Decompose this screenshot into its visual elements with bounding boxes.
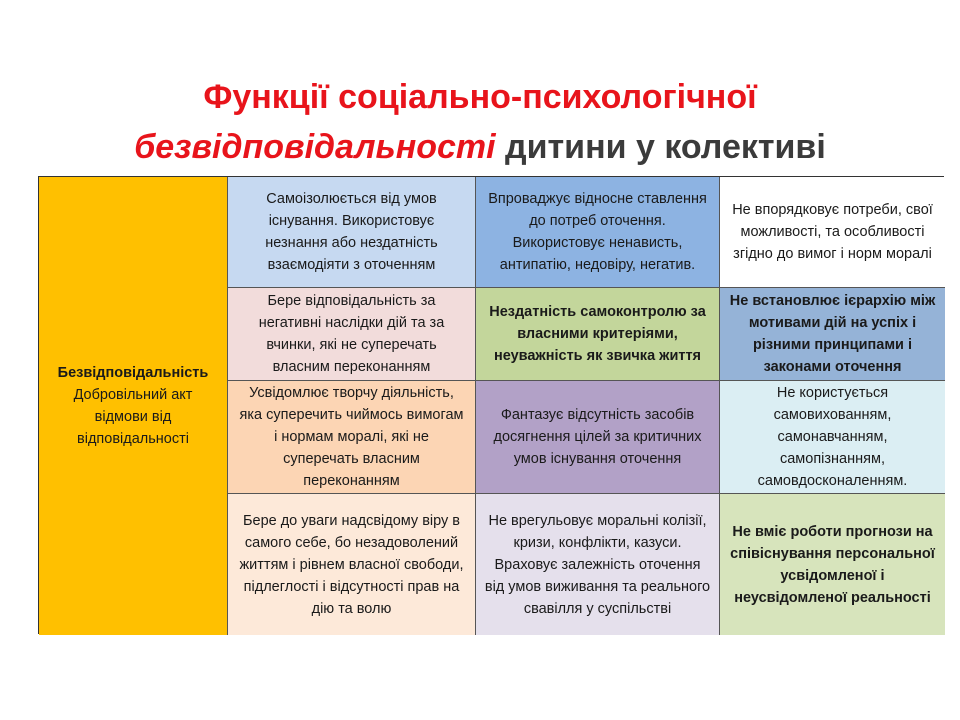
table-cell-r2-c1: Бере відповідальність за негативні наслідки дій та за вчинки, які не суперечать власним переконанням <box>228 288 476 381</box>
title-line-2 <box>0 122 960 172</box>
left-description: Добровільний акт відмови від відповідальності <box>73 387 193 447</box>
table-cell-r1-c1: Самоізолюється від умов існування. Використовує незнання або нездатність взаємодіяти з оточенням <box>228 177 476 288</box>
table-cell-r1-c3: Не впорядковує потреби, свої можливості, та особливості згідно до вимог і норм моралі <box>720 177 945 288</box>
page-title <box>0 72 960 172</box>
functions-table <box>38 176 944 634</box>
title-italic-word: безвідповідальності <box>134 128 496 166</box>
title-rest: дитини у колективі <box>495 128 826 166</box>
table-cell-r2-c3: Не встановлює ієрархію між мотивами дій на успіх і різними принципами і законами оточення <box>720 288 945 381</box>
title-line-1: Функції соціально-психологічної <box>203 78 757 116</box>
table-cell-r3-c2: Фантазує відсутність засобів досягнення цілей за критичних умов існування оточення <box>476 381 720 494</box>
table-cell-r4-c2: Не врегульовує моральні колізії, кризи, конфлікти, казуси. Враховує залежність оточення від умов виживання та реального свавілля у суспільстві <box>476 494 720 635</box>
left-heading: Безвідповідальність <box>57 365 209 381</box>
table-cell-r2-c2: Нездатність самоконтролю за власними критеріями, неуважність як звичка життя <box>476 288 720 381</box>
table-cell-r3-c1: Усвідомлює творчу діяльність, яка суперечить чиймось вимогам і нормам моралі, які не суперечать власним переконанням <box>228 381 476 494</box>
left-header-cell <box>39 177 228 635</box>
table-cell-r1-c2: Впроваджує відносне ставлення до потреб оточення. Використовує ненависть, антипатію, недовіру, негатив. <box>476 177 720 288</box>
table-cell-r3-c3: Не користується самовихованням, самонавчанням, самопізнанням, самовдосконаленням. <box>720 381 945 494</box>
table-cell-r4-c3: Не вміє роботи прогнози на співіснування персональної усвідомленої і неусвідомленої реальності <box>720 494 945 635</box>
table-cell-r4-c1: Бере до уваги надсвідому віру в самого себе, бо незадоволений життям і рівнем власної свободи, підлеглості і відсутності прав на дію та волю <box>228 494 476 635</box>
